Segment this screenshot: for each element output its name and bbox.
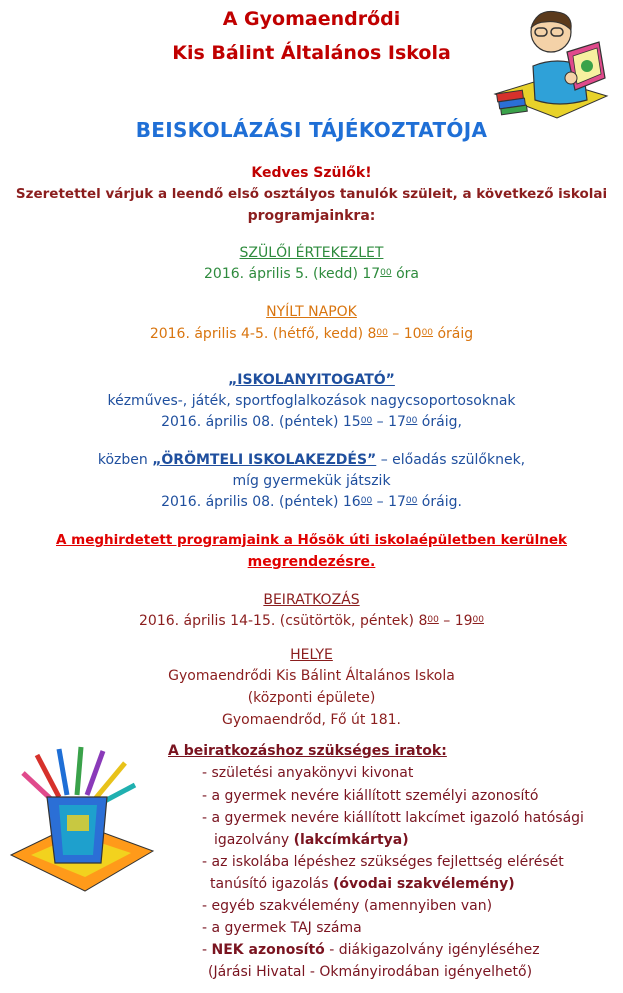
enrollment-date-text: 2016. április 14-15. (csütörtök, péntek) 8 bbox=[139, 613, 428, 629]
school-trial-mid: – 17 bbox=[372, 414, 406, 430]
enrollment-mid: – 19 bbox=[438, 613, 473, 629]
play-sup1: 00 bbox=[360, 496, 373, 506]
pencil-cup-illustration bbox=[7, 745, 157, 895]
documents-item5: - egyéb szakvélemény (amennyiben van) bbox=[202, 898, 493, 914]
intro-line2: programjainkra: bbox=[247, 208, 376, 224]
documents-item1: - születési anyakönyvi kivonat bbox=[202, 765, 414, 781]
documents-item4b-text: tanúsító igazolás bbox=[210, 876, 333, 892]
notice-line2: megrendezésre. bbox=[247, 554, 376, 570]
enrollment-sup1: 00 bbox=[427, 615, 439, 625]
enrollment-date bbox=[0, 611, 623, 631]
place-line3: Gyomaendrőd, Fő út 181. bbox=[222, 712, 401, 728]
meeting-date-sup: 00 bbox=[380, 268, 392, 278]
documents-item3b-text: igazolvány bbox=[214, 832, 294, 848]
play-mid: – 17 bbox=[372, 494, 406, 510]
school-trial-date-text: 2016. április 08. (péntek) 15 bbox=[161, 414, 361, 430]
documents-item3b-bold: (lakcímkártya) bbox=[293, 832, 409, 848]
open-days-title: NYÍLT NAPOK bbox=[266, 304, 357, 320]
enrollment-title: BEIRATKOZÁS bbox=[263, 592, 360, 608]
documents-item7 bbox=[202, 942, 540, 958]
documents-item4b-bold: (óvodai szakvélemény) bbox=[333, 876, 515, 892]
documents-item4b bbox=[210, 876, 515, 892]
meeting-title: SZÜLŐI ÉRTEKEZLET bbox=[239, 245, 384, 261]
documents-item3b bbox=[214, 832, 409, 848]
intro-line1: Szeretettel várjuk a leendő első osztályos tanulók szüleit, a következő iskolai bbox=[15, 186, 608, 202]
play-date-text: 2016. április 08. (péntek) 16 bbox=[161, 494, 361, 510]
documents-item6: - a gyermek TAJ száma bbox=[202, 920, 362, 936]
documents-item7-bold: NEK azonosító bbox=[211, 942, 325, 958]
documents-title: A beiratkozáshoz szükséges iratok: bbox=[168, 743, 447, 759]
school-trial-date bbox=[0, 412, 623, 432]
play-suffix: – előadás szülőknek, bbox=[376, 452, 526, 468]
school-trial-sup2: 00 bbox=[405, 416, 418, 426]
documents-item4a: - az iskolába lépéshez szükséges fejlettség elérését bbox=[202, 854, 564, 870]
meeting-date-text: 2016. április 5. (kedd) 17 bbox=[204, 266, 381, 282]
school-trial-sup1: 00 bbox=[360, 416, 373, 426]
school-trial-title: „ISKOLANYITOGATÓ” bbox=[228, 372, 395, 388]
documents-item2: - a gyermek nevére kiállított személyi azonosító bbox=[202, 788, 539, 804]
play-prefix: közben bbox=[97, 452, 153, 468]
meeting-date-suffix: óra bbox=[391, 266, 419, 282]
school-name-line2: Kis Bálint Általános Iskola bbox=[172, 42, 451, 64]
play-title: „ÖRÖMTELI ISKOLAKEZDÉS” bbox=[152, 452, 377, 468]
documents-item3a: - a gyermek nevére kiállított lakcímet igazoló hatósági bbox=[202, 810, 584, 826]
play-line2: míg gyermekük játszik bbox=[232, 473, 391, 489]
place-line1: Gyomaendrődi Kis Bálint Általános Iskola bbox=[168, 668, 455, 684]
play-sup2: 00 bbox=[405, 496, 418, 506]
play-suffix2: óráig. bbox=[417, 494, 462, 510]
page-title: BEISKOLÁZÁSI TÁJÉKOZTATÓJA bbox=[135, 118, 488, 142]
school-trial-suffix: óráig, bbox=[417, 414, 462, 430]
open-days-date-text: 2016. április 4-5. (hétfő, kedd) 8 bbox=[149, 326, 377, 342]
place-title: HELYE bbox=[290, 647, 333, 663]
meeting-date bbox=[0, 264, 623, 284]
documents-item7-dash: - bbox=[202, 942, 212, 958]
play-line1 bbox=[0, 450, 623, 470]
place-line2: (központi épülete) bbox=[247, 690, 376, 706]
enrollment-sup2: 00 bbox=[472, 615, 484, 625]
documents-item8: (Járási Hivatal - Okmányirodában igényelhető) bbox=[208, 964, 533, 980]
school-name-line1: A Gyomaendrődi bbox=[222, 8, 401, 30]
open-days-sup1: 00 bbox=[376, 328, 388, 338]
documents-item7-text: - diákigazolvány igényléséhez bbox=[324, 942, 540, 958]
notice-line1: A meghirdetett programjaink a Hősök úti iskolaépületben kerülnek bbox=[56, 532, 567, 548]
open-days-mid: – 10 bbox=[387, 326, 422, 342]
open-days-sup2: 00 bbox=[421, 328, 434, 338]
greeting: Kedves Szülők! bbox=[251, 165, 372, 181]
open-days-date bbox=[0, 324, 623, 344]
play-date bbox=[0, 492, 623, 512]
open-days-suffix: óráig bbox=[433, 326, 474, 342]
school-trial-desc: kézműves-, játék, sportfoglalkozások nagycsoportosoknak bbox=[107, 393, 516, 409]
